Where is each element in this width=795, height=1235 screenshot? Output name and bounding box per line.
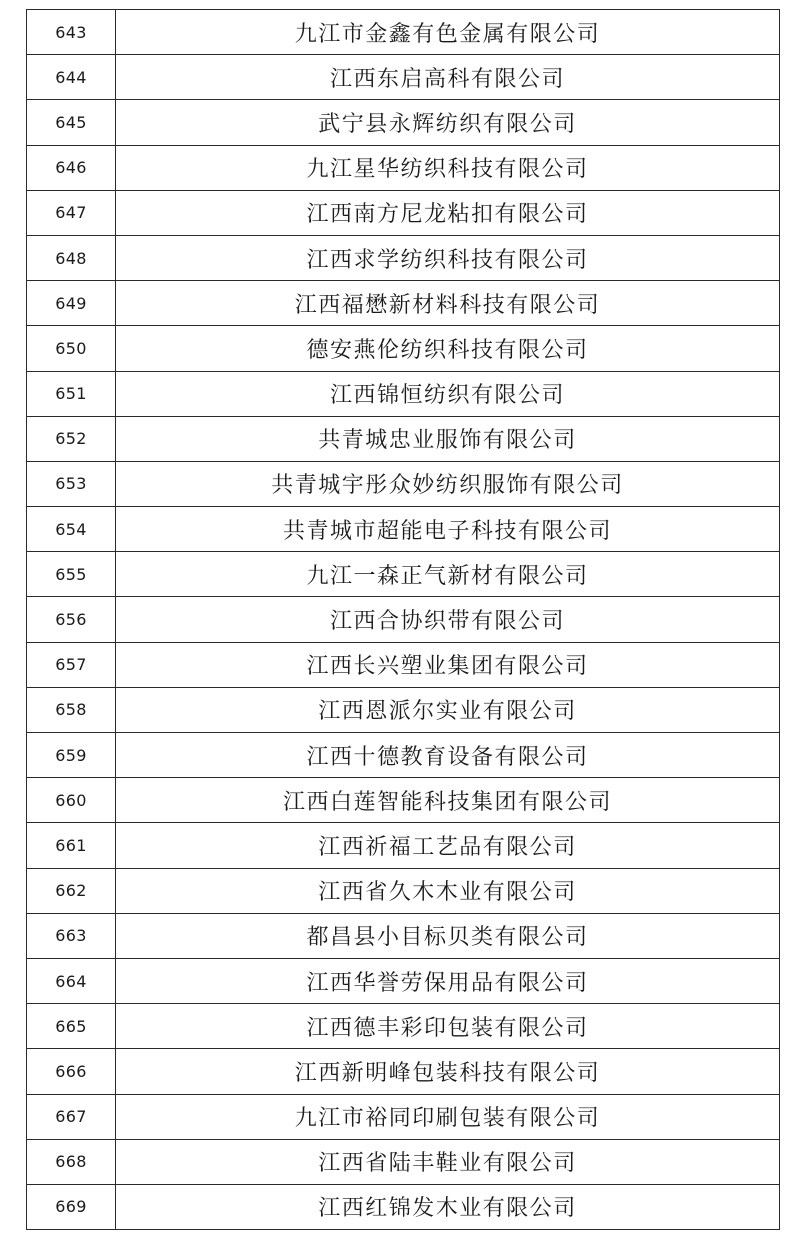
row-number-cell: 647	[27, 190, 116, 235]
company-name-cell: 德安燕伦纺织科技有限公司	[116, 326, 780, 371]
row-number-cell: 657	[27, 642, 116, 687]
company-name-cell: 江西南方尼龙粘扣有限公司	[116, 190, 780, 235]
table-row	[27, 281, 780, 326]
row-number-cell: 664	[27, 958, 116, 1003]
table-row	[27, 1094, 780, 1139]
row-number-cell: 648	[27, 235, 116, 280]
company-name-cell: 江西长兴塑业集团有限公司	[116, 642, 780, 687]
company-name-cell: 江西新明峰包装科技有限公司	[116, 1049, 780, 1094]
company-name-cell: 江西白莲智能科技集团有限公司	[116, 778, 780, 823]
company-name-cell: 九江市金鑫有色金属有限公司	[116, 10, 780, 55]
table-row	[27, 235, 780, 280]
row-number-cell: 643	[27, 10, 116, 55]
table-row	[27, 642, 780, 687]
row-number-cell: 649	[27, 281, 116, 326]
company-name-cell: 共青城市超能电子科技有限公司	[116, 507, 780, 552]
row-number-cell: 668	[27, 1139, 116, 1184]
company-name-cell: 江西合协织带有限公司	[116, 597, 780, 642]
table-row	[27, 552, 780, 597]
table-row	[27, 778, 780, 823]
table-row	[27, 1004, 780, 1049]
table-row	[27, 687, 780, 732]
row-number-cell: 653	[27, 461, 116, 506]
company-name-cell: 江西德丰彩印包装有限公司	[116, 1004, 780, 1049]
row-number-cell: 667	[27, 1094, 116, 1139]
row-number-cell: 669	[27, 1184, 116, 1229]
row-number-cell: 654	[27, 507, 116, 552]
row-number-cell: 665	[27, 1004, 116, 1049]
row-number-cell: 660	[27, 778, 116, 823]
company-name-cell: 江西求学纺织科技有限公司	[116, 235, 780, 280]
row-number-cell: 645	[27, 100, 116, 145]
row-number-cell: 663	[27, 913, 116, 958]
table-row	[27, 416, 780, 461]
table-row	[27, 145, 780, 190]
row-number-cell: 650	[27, 326, 116, 371]
company-name-cell: 共青城忠业服饰有限公司	[116, 416, 780, 461]
company-name-cell: 江西恩派尔实业有限公司	[116, 687, 780, 732]
table-row	[27, 733, 780, 778]
table-row	[27, 100, 780, 145]
row-number-cell: 644	[27, 55, 116, 100]
company-name-cell: 江西省陆丰鞋业有限公司	[116, 1139, 780, 1184]
company-name-cell: 江西华誉劳保用品有限公司	[116, 958, 780, 1003]
company-name-cell: 武宁县永辉纺织有限公司	[116, 100, 780, 145]
company-name-cell: 江西祈福工艺品有限公司	[116, 823, 780, 868]
row-number-cell: 652	[27, 416, 116, 461]
row-number-cell: 666	[27, 1049, 116, 1094]
table-row	[27, 1049, 780, 1094]
row-number-cell: 661	[27, 823, 116, 868]
table-row	[27, 371, 780, 416]
row-number-cell: 651	[27, 371, 116, 416]
company-name-cell: 江西省久木木业有限公司	[116, 868, 780, 913]
table-row	[27, 868, 780, 913]
company-name-cell: 江西十德教育设备有限公司	[116, 733, 780, 778]
company-name-cell: 九江星华纺织科技有限公司	[116, 145, 780, 190]
table-row	[27, 507, 780, 552]
table-row	[27, 913, 780, 958]
table-row	[27, 190, 780, 235]
table-body	[27, 10, 780, 1230]
company-name-cell: 江西红锦发木业有限公司	[116, 1184, 780, 1229]
row-number-cell: 658	[27, 687, 116, 732]
company-name-cell: 江西锦恒纺织有限公司	[116, 371, 780, 416]
company-name-cell: 九江一森正气新材有限公司	[116, 552, 780, 597]
table-row	[27, 461, 780, 506]
table-row	[27, 958, 780, 1003]
table-row	[27, 10, 780, 55]
row-number-cell: 659	[27, 733, 116, 778]
company-name-cell: 江西东启高科有限公司	[116, 55, 780, 100]
table-row	[27, 1139, 780, 1184]
row-number-cell: 655	[27, 552, 116, 597]
row-number-cell: 656	[27, 597, 116, 642]
company-name-cell: 共青城宇彤众妙纺织服饰有限公司	[116, 461, 780, 506]
company-name-cell: 九江市裕同印刷包装有限公司	[116, 1094, 780, 1139]
table-row	[27, 597, 780, 642]
row-number-cell: 646	[27, 145, 116, 190]
table-row	[27, 823, 780, 868]
table-row	[27, 1184, 780, 1229]
table-row	[27, 326, 780, 371]
company-name-cell: 江西福懋新材料科技有限公司	[116, 281, 780, 326]
company-list-table	[26, 9, 780, 1230]
company-name-cell: 都昌县小目标贝类有限公司	[116, 913, 780, 958]
row-number-cell: 662	[27, 868, 116, 913]
table-row	[27, 55, 780, 100]
